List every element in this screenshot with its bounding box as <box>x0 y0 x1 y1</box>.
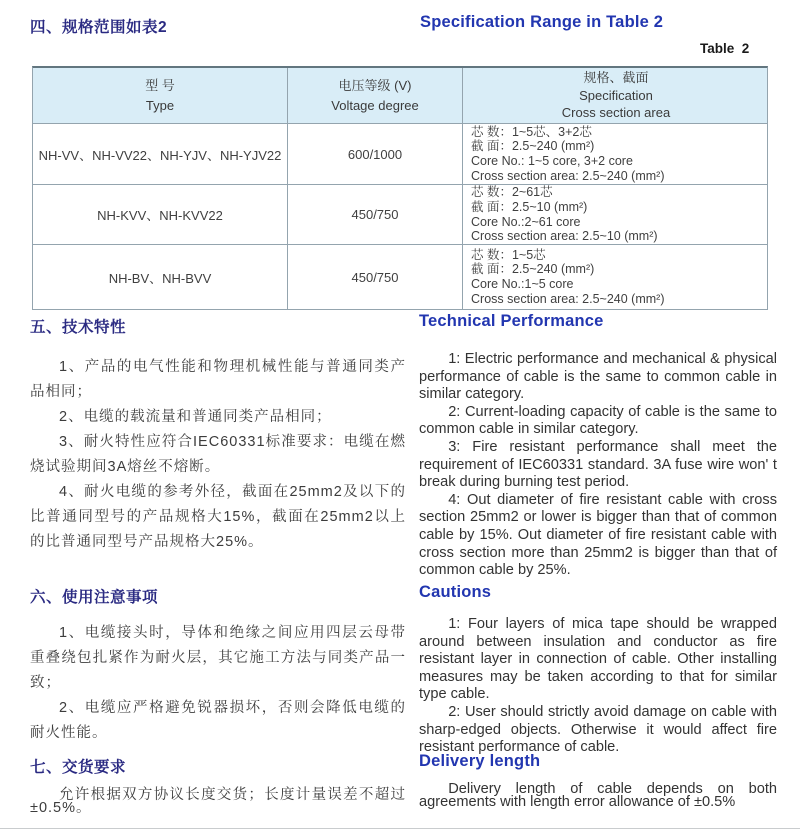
spec-line: 截 面：2.5~240 (mm²) <box>471 139 595 154</box>
section5-en-heading: Technical Performance <box>419 312 604 330</box>
page-bottom-rule <box>0 828 800 829</box>
header-cell-voltage <box>287 68 462 123</box>
paragraph: 2: User should strictly avoid damage on cable with sharp-edged objects. Otherwise it would affect fire resistant performance of cable. <box>419 703 777 756</box>
section5-en <box>419 312 777 580</box>
section7-zh-heading: 七、交货要求 <box>30 759 127 776</box>
header-voltage-zh: 电压等级 (V) <box>338 78 412 93</box>
cell-voltage: 450/750 <box>287 185 462 244</box>
spec-line: Cross section area: 2.5~240 (mm²) <box>471 291 665 306</box>
spec-line: Core No.: 1~5 core, 3+2 core <box>471 154 633 168</box>
spec-line: Cross section area: 2.5~240 (mm²) <box>471 168 665 183</box>
section4-zh-heading: 四、规格范围如表2 <box>30 19 168 36</box>
section6-zh-heading: 六、使用注意事项 <box>30 589 159 606</box>
spec-line: Core No.:1~5 core <box>471 277 574 291</box>
section6-en-heading: Cautions <box>419 583 492 601</box>
cell-type: NH-VV、NH-VV22、NH-YJV、NH-YJV22 <box>38 147 282 163</box>
table-number-label: Table 2 <box>700 41 750 56</box>
specification-table <box>32 66 768 310</box>
cell-spec <box>462 124 767 184</box>
paragraph: 2、电缆应严格避免锐器损坏，否则会降低电缆的耐火性能。 <box>30 700 406 741</box>
section7-zh <box>30 755 406 815</box>
section5-zh <box>30 315 406 555</box>
paragraph: 1、产品的电气性能和物理机械性能与普通同类产品相同； <box>30 359 406 400</box>
spec-line: 截 面：2.5~240 (mm²) <box>471 262 595 277</box>
header-voltage-en: Voltage degree <box>331 97 419 113</box>
header-spec-en2: Cross section area <box>561 105 671 121</box>
paragraph: Delivery length of cable depends on both agreements with length error allowance of ±0.5% <box>419 781 777 810</box>
header-spec-en1: Specification <box>579 87 653 103</box>
table-row <box>33 244 767 309</box>
paragraph: 2、电缆的载流量和普通同类产品相同； <box>59 409 332 425</box>
paragraph: 4: Out diameter of fire resistant cable with cross section 25mm2 or lower is bigger than that of common cable by 15%. Out diameter of fire resistant cable with cross section more than 25mm2 is bigger than that of common cable by 25%. <box>419 491 777 579</box>
paragraph: 1: Electric performance and mechanical & physical performance of cable is the same to common cable in similar category. <box>419 351 777 403</box>
cell-type: NH-KVV、NH-KVV22 <box>97 208 223 223</box>
paragraph: 1、电缆接头时，导体和绝缘之间应用四层云母带重叠绕包扎紧作为耐火层，其它施工方法与同类产品一致； <box>30 625 406 691</box>
header-cell-type <box>33 68 287 123</box>
spec-line: Cross section area: 2.5~10 (mm²) <box>471 229 658 244</box>
section6-en <box>419 583 777 757</box>
section5-zh-heading: 五、技术特性 <box>30 319 127 336</box>
header-cell-spec <box>462 68 767 123</box>
cell-spec <box>462 185 767 244</box>
spec-line: Core No.:2~61 core <box>471 214 581 229</box>
cell-voltage: 450/750 <box>287 245 462 309</box>
header-spec-zh: 规格、截面 <box>583 70 649 86</box>
table-header-row <box>33 68 767 123</box>
spec-line: 截 面：2.5~10 (mm²) <box>471 199 588 214</box>
table-row <box>33 184 767 244</box>
section6-zh <box>30 585 406 746</box>
paragraph: 4、耐火电缆的参考外径，截面在25mm2及以下的比普通同型号的产品规格大15%，截面在25mm2以上的比普通同型号产品规格大25%。 <box>30 484 406 550</box>
cell-voltage: 600/1000 <box>287 124 462 184</box>
paragraph: 3: Fire resistant performance shall meet the requirement of IEC60331 standard. 3A fuse wire won' t break during burning test period. <box>419 438 777 491</box>
header-type-en: Type <box>145 97 175 113</box>
paragraph: 2: Current-loading capacity of cable is the same to common cable in similar category. <box>419 403 777 438</box>
table-row <box>33 123 767 184</box>
header-type-zh: 型 号 <box>145 78 175 93</box>
spec-line: 芯 数：1~5芯 <box>471 247 546 262</box>
spec-line: 芯 数：1~5芯、3+2芯 <box>471 124 592 139</box>
paragraph: 3、耐火特性应符合IEC60331标准要求：电缆在燃烧试验期间3A熔丝不熔断。 <box>30 434 406 475</box>
cell-type: NH-BV、NH-BVV <box>108 270 212 286</box>
cell-spec <box>462 245 767 309</box>
spec-line: 芯 数：2~61芯 <box>471 185 553 200</box>
paragraph: 允许根据双方协议长度交货；长度计量误差不超过±0.5%。 <box>30 787 406 816</box>
section7-en <box>419 752 777 809</box>
section4-en-heading: Specification Range in Table 2 <box>420 13 664 31</box>
paragraph: 1: Four layers of mica tape should be wrapped around between insulation and conductor as fire resistant layer in connection of cable. Other installing measures may be taken according to that for similar type cable. <box>419 616 777 703</box>
section7-en-heading: Delivery length <box>419 752 541 770</box>
